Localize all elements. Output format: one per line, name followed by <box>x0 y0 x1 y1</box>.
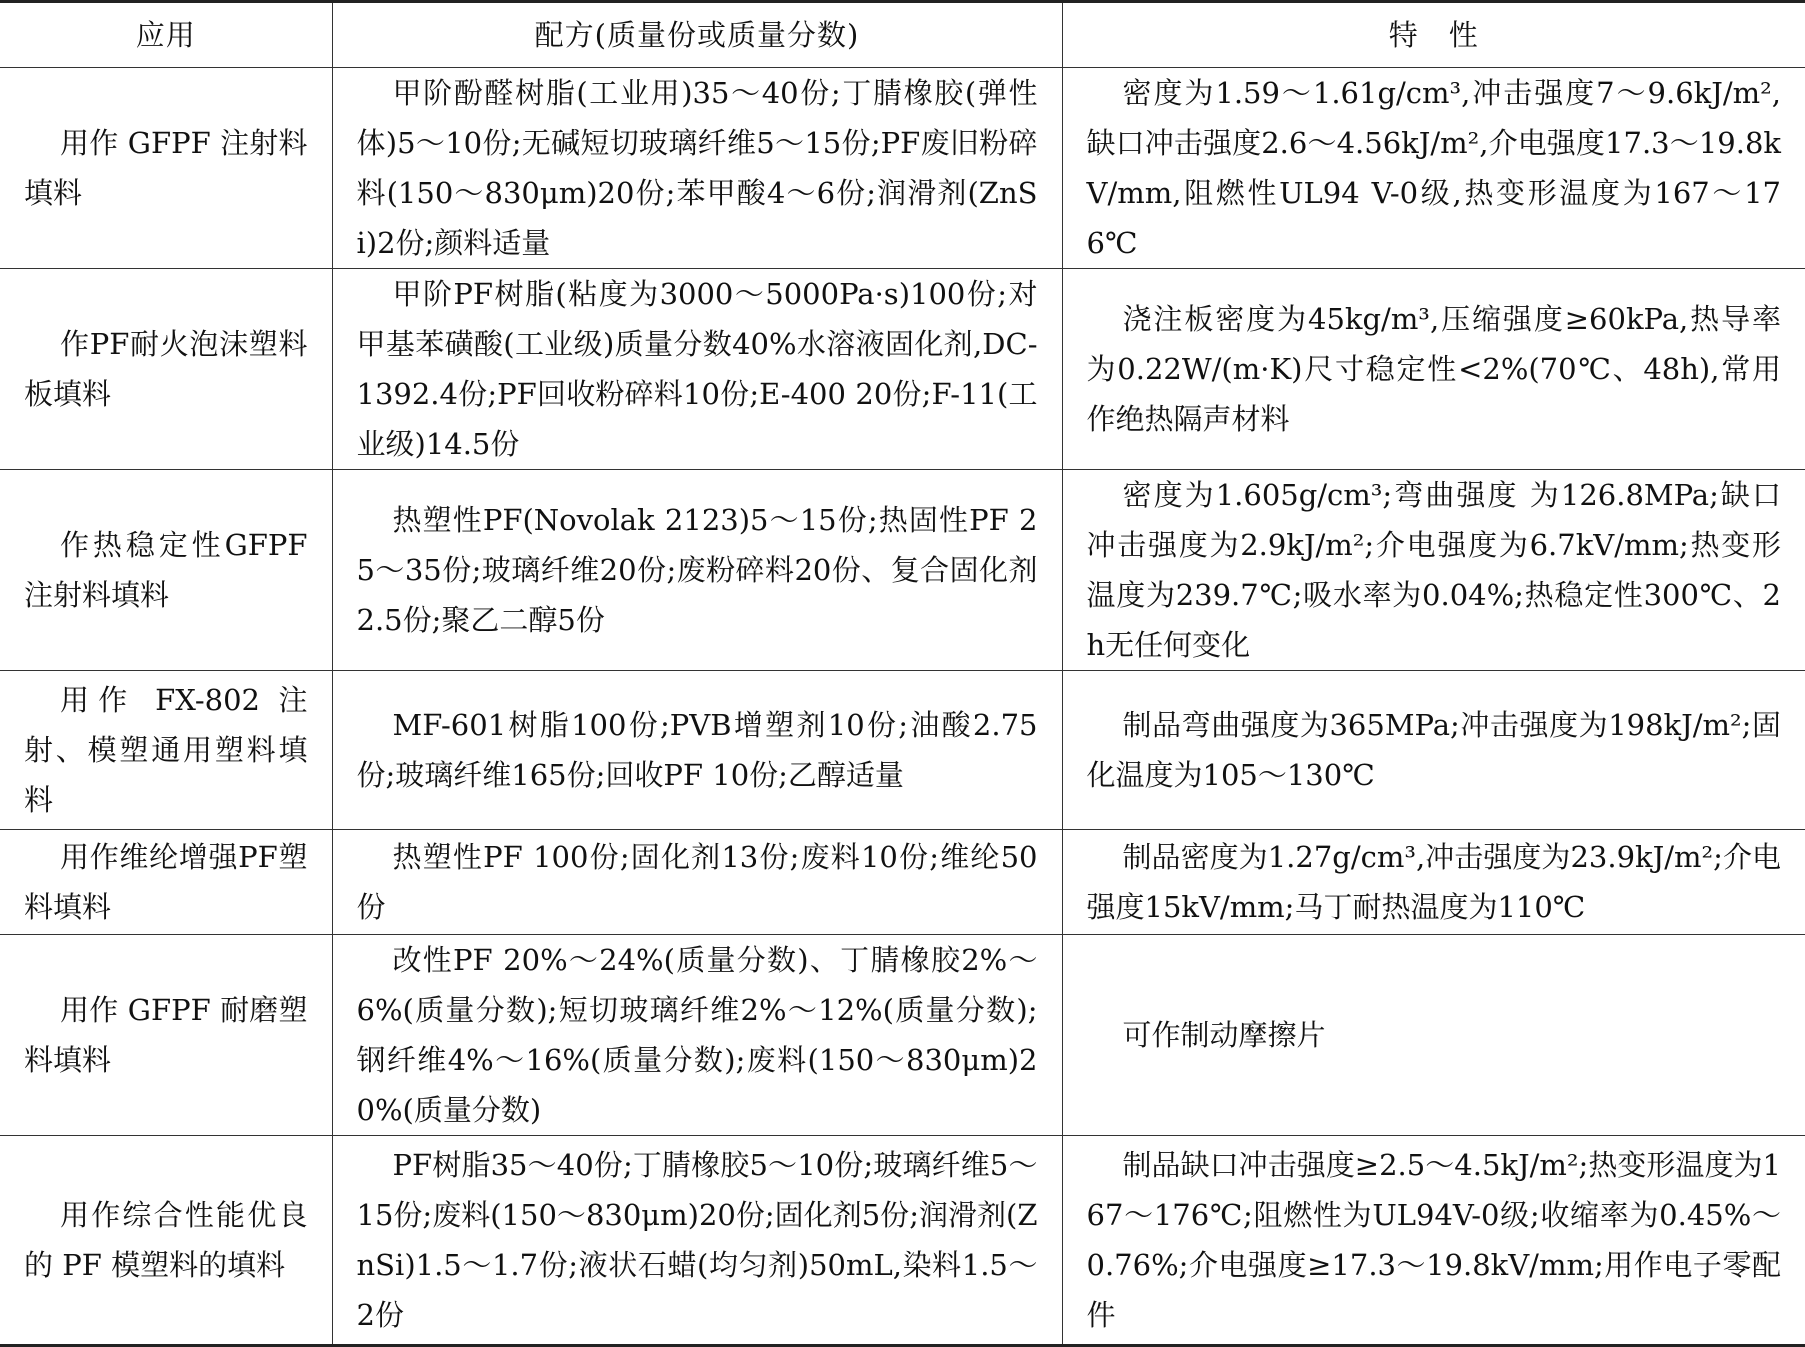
application-cell: 作PF耐火泡沫塑料板填料 <box>0 269 332 470</box>
table-row <box>0 470 1805 671</box>
table-row <box>0 269 1805 470</box>
properties-cell: 制品密度为1.27g/cm³,冲击强度为23.9kJ/m²;介电强度15kV/mm;马丁耐热温度为110℃ <box>1062 830 1805 935</box>
header-row <box>0 2 1805 68</box>
application-cell: 用作维纶增强PF塑料填料 <box>0 830 332 935</box>
application-cell: 用作 FX-802 注射、模塑通用塑料填料 <box>0 671 332 830</box>
properties-cell: 制品缺口冲击强度≥2.5～4.5kJ/m²;热变形温度为167～176℃;阻燃性为UL94V-0级;收缩率为0.45%～0.76%;介电强度≥17.3～19.8kV/mm;用作电子零配件 <box>1062 1136 1805 1346</box>
formula-cell: 热塑性PF(Novolak 2123)5～15份;热固性PF 25～35份;玻璃纤维20份;废粉碎料20份、复合固化剂2.5份;聚乙二醇5份 <box>332 470 1062 671</box>
application-cell: 用作综合性能优良的 PF 模塑料的填料 <box>0 1136 332 1346</box>
application-cell: 用作 GFPF 注射料填料 <box>0 68 332 269</box>
formula-cell: PF树脂35～40份;丁腈橡胶5～10份;玻璃纤维5～15份;废料(150～830μm)20份;固化剂5份;润滑剂(ZnSi)1.5～1.7份;液状石蜡(均匀剂)50mL,染料1.5～2份 <box>332 1136 1062 1346</box>
table-row <box>0 935 1805 1136</box>
formula-cell: MF-601树脂100份;PVB增塑剂10份;油酸2.75份;玻璃纤维165份;回收PF 10份;乙醇适量 <box>332 671 1062 830</box>
properties-cell: 密度为1.59～1.61g/cm³,冲击强度7～9.6kJ/m²,缺口冲击强度2.6～4.56kJ/m²,介电强度17.3～19.8kV/mm,阻燃性UL94 V-0级,热变形温度为167～176℃ <box>1062 68 1805 269</box>
table-row <box>0 68 1805 269</box>
table-row <box>0 671 1805 830</box>
header-properties: 特 性 <box>1062 2 1805 68</box>
table-row <box>0 1136 1805 1346</box>
header-formula: 配方(质量份或质量分数) <box>332 2 1062 68</box>
table-row <box>0 830 1805 935</box>
header-application: 应用 <box>0 2 332 68</box>
application-cell: 用作 GFPF 耐磨塑料填料 <box>0 935 332 1136</box>
application-cell: 作热稳定性GFPF注射料填料 <box>0 470 332 671</box>
formula-cell: 甲阶酚醛树脂(工业用)35～40份;丁腈橡胶(弹性体)5～10份;无碱短切玻璃纤维5～15份;PF废旧粉碎料(150～830μm)20份;苯甲酸4～6份;润滑剂(ZnSi)2份;颜料适量 <box>332 68 1062 269</box>
formula-cell: 甲阶PF树脂(粘度为3000～5000Pa·s)100份;对甲基苯磺酸(工业级)质量分数40%水溶液固化剂,DC-1392.4份;PF回收粉碎料10份;E-400 20份;F-11(工业级)14.5份 <box>332 269 1062 470</box>
formula-cell: 改性PF 20%～24%(质量分数)、丁腈橡胶2%～6%(质量分数);短切玻璃纤维2%～12%(质量分数);钢纤维4%～16%(质量分数);废料(150～830μm)20%(质量分数) <box>332 935 1062 1136</box>
properties-cell: 制品弯曲强度为365MPa;冲击强度为198kJ/m²;固化温度为105～130℃ <box>1062 671 1805 830</box>
properties-cell: 浇注板密度为45kg/m³,压缩强度≥60kPa,热导率为0.22W/(m·K)尺寸稳定性<2%(70℃、48h),常用作绝热隔声材料 <box>1062 269 1805 470</box>
properties-cell: 密度为1.605g/cm³;弯曲强度 为126.8MPa;缺口冲击强度为2.9kJ/m²;介电强度为6.7kV/mm;热变形温度为239.7℃;吸水率为0.04%;热稳定性300℃、2h无任何变化 <box>1062 470 1805 671</box>
formula-cell: 热塑性PF 100份;固化剂13份;废料10份;维纶50份 <box>332 830 1062 935</box>
properties-cell: 可作制动摩擦片 <box>1062 935 1805 1136</box>
